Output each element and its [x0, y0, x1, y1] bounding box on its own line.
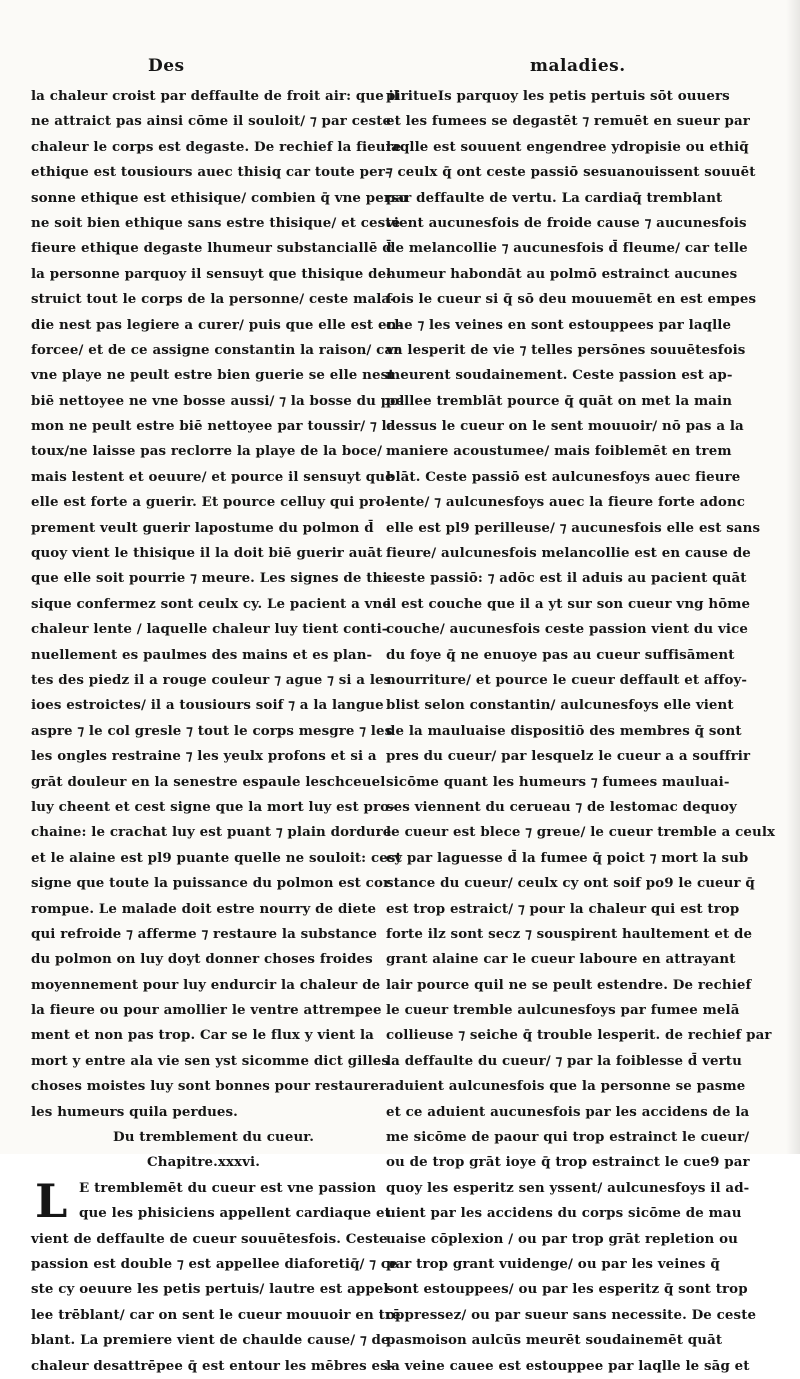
text-line: la personne parquoy il sensuyt que thisique de- — [31, 265, 392, 282]
text-line: du polmon on luy doyt donner choses froides — [31, 951, 373, 968]
text-line: que elle soit pourrie ⁊ meure. Les signes de thi- — [31, 570, 394, 587]
text-line: pasmoison aulcūs meurēt soudainemēt quāt — [386, 1332, 723, 1349]
text-line: mon ne peult estre biē nettoyee par toussir/ ⁊ la — [31, 418, 396, 435]
chapter-number: Chapitre.xxxvi. — [147, 1154, 260, 1171]
text-line: le cueur tremble aulcunesfoys par fumee melā — [386, 1002, 740, 1019]
text-line: chaleur lente / laquelle chaleur luy tient conti- — [31, 621, 388, 638]
text-line: de la mauluaise dispositiō des membres q̄ sont — [386, 722, 742, 739]
text-line: ses viennent du cerueau ⁊ de lestomac dequoy — [386, 798, 737, 815]
text-line: forcee/ et de ce assigne constantin la raison/ car — [31, 341, 401, 358]
text-line: grant alaine car le cueur laboure en attrayant — [386, 951, 736, 968]
text-line: il est couche que il a yt sur son cueur vng hōme — [386, 595, 751, 612]
text-line: blist selon constantin/ aulcunesfoys elle vient — [386, 697, 734, 714]
running-head-left: Des — [148, 56, 185, 76]
text-line: piritueIs parquoy les petis pertuis sōt ouuers — [386, 88, 730, 104]
text-line: de melancollie ⁊ aucunesfois d̄ fleume/ car telle — [386, 240, 748, 257]
text-line: toux/ne laisse pas reclorre la playe de la boce/ — [31, 443, 383, 460]
text-line: vne playe ne peult estre bien guerie se elle nest — [31, 367, 395, 384]
left-column-text-before — [31, 84, 408, 1125]
running-head-right: maladies. — [530, 56, 626, 76]
text-line: fieure/ aulcunesfois melancollie est en cause de — [386, 545, 751, 562]
text-line: collieuse ⁊ seiche q̄ trouble lesperit. de rechief par — [386, 1027, 772, 1044]
text-line: dessus le cueur on le sent mouuoir/ nō pas a la — [386, 418, 744, 435]
text-line: nourriture/ et pource le cueur deffault et affoy- — [386, 671, 748, 688]
text-line: me sicōme de paour qui trop estrainct le cueur/ — [386, 1129, 750, 1146]
text-line: elle est pl9 perilleuse/ ⁊ aucunesfois elle est sans — [386, 519, 761, 536]
text-line: la deffaulte du cueur/ ⁊ par la foiblesse d̄ vertu — [386, 1052, 742, 1069]
text-line: pellee tremblāt pource q̄ quāt on met la main — [386, 392, 733, 409]
text-line: les humeurs quila perdues. — [31, 1103, 238, 1120]
text-line: et le alaine est pl9 puante quelle ne souloit: cest — [31, 849, 402, 866]
page-edge-shadow — [786, 0, 800, 1154]
text-line: tes des piedz il a rouge couleur ⁊ ague ⁊ si a les — [31, 671, 392, 688]
text-line: cy par laguesse d̄ la fumee q̄ poict ⁊ mort la sub — [386, 849, 749, 866]
text-line: ne soit bien ethique sans estre thisique/ et ceste — [31, 214, 401, 231]
text-line: chaine: le crachat luy est puant ⁊ plain dordure — [31, 824, 392, 841]
text-line: grāt douleur en la senestre espaule leschceuel — [31, 773, 386, 790]
right-column — [386, 84, 776, 1379]
text-line: uient par les accidens du corps sicōme de mau — [386, 1205, 742, 1222]
text-line: lee trēblant/ car on sent le cueur mouuoir en trē — [31, 1306, 401, 1323]
text-line: biē nettoyee ne vne bosse aussi/ ⁊ la bosse du pol — [31, 392, 405, 409]
text-line: passion est double ⁊ est appellee diaforetiq̄/ ⁊ ce — [31, 1255, 398, 1272]
text-line: aspre ⁊ le col gresle ⁊ tout le corps mesgre ⁊ les — [31, 722, 393, 739]
text-line: sont estouppees/ ou par les esperitz q̄ sont trop — [386, 1281, 748, 1298]
text-line: ioes estroictes/ il a tousiours soif ⁊ a la langue — [31, 697, 384, 714]
text-line: fois le cueur si q̄ sō deu mouuemēt en est empes — [386, 291, 757, 308]
drop-capital: L — [35, 1173, 68, 1228]
text-line: mais lestent et oeuure/ et pource il sensuyt que — [31, 468, 394, 485]
text-line: lente/ ⁊ aulcunesfoys auec la fieure forte adonc — [386, 494, 746, 511]
text-line: et ce aduient aucunesfois par les accidens de la — [386, 1103, 750, 1120]
text-line: die nest pas legiere a curer/ puis que elle est en- — [31, 316, 403, 333]
text-line: laqlle est souuent engendree ydropisie ou ethiq̄ — [386, 138, 749, 155]
text-line: fieure ethique degaste lhumeur substanciallē d̄ — [31, 240, 392, 257]
text-line: chaleur le corps est degaste. De rechief la fieure — [31, 138, 402, 155]
chapter-title: Du tremblement du cueur. — [113, 1129, 314, 1146]
text-line: ⁊ ceulx q̄ ont ceste passiō sesuanouissent souuēt — [386, 164, 756, 181]
text-line: rompue. Le malade doit estre nourry de diete — [31, 900, 377, 917]
text-line: moyennement pour luy endurcir la chaleur de — [31, 976, 381, 993]
text-line: que les phisiciens appellent cardiaque et — [79, 1205, 391, 1222]
text-line: forte ilz sont secz ⁊ souspirent haultement et de — [386, 925, 753, 942]
text-line: couche/ aucunesfois ceste passion vient du vice — [386, 621, 748, 638]
left-column-text-after — [31, 1173, 401, 1379]
text-line: la fieure ou pour amollier le ventre attrempee — [31, 1002, 382, 1019]
right-column-text — [386, 84, 776, 1379]
text-line: struict tout le corps de la personne/ ceste mala- — [31, 291, 396, 308]
text-line: sique confermez sont ceulx cy. Le pacient a vne — [31, 595, 391, 612]
left-column — [31, 84, 408, 1379]
text-line: ment et non pas trop. Car se le flux y vient la — [31, 1027, 374, 1044]
text-line: blant. La premiere vient de chaulde cause/ ⁊ de — [31, 1332, 390, 1349]
text-line: ceste passiō: ⁊ adōc est il aduis au pacient quāt — [386, 570, 747, 587]
text-line: sicōme quant les humeurs ⁊ fumees mauluai- — [386, 773, 730, 790]
text-line: vient de deffaulte de cueur souuētesfois. Ceste — [31, 1230, 388, 1247]
text-line: le cueur est blece ⁊ greue/ le cueur tremble a ceulx — [386, 824, 776, 841]
text-line: oppressez/ ou par sueur sans necessite. De ceste — [386, 1306, 757, 1323]
text-line: est trop estraict/ ⁊ pour la chaleur qui est trop — [386, 900, 740, 917]
text-line: par trop grant vuidenge/ ou par les veines q̄ — [386, 1255, 720, 1272]
text-line: les ongles restraine ⁊ les yeulx profons et si a — [31, 748, 377, 765]
text-line: quoy vient le thisique il la doit biē guerir auāt — [31, 545, 383, 562]
text-line: la chaleur croist par deffaulte de froit air: que il — [31, 88, 399, 104]
text-line: prement veult guerir lapostume du polmon d̄ — [31, 519, 374, 536]
text-line: ethique est tousiours auec thisiq car toute per- — [31, 164, 391, 181]
text-line: maniere acoustumee/ mais foiblemēt en trem — [386, 443, 732, 460]
text-line: pres du cueur/ par lesquelz le cueur a a souffrir — [386, 748, 751, 765]
text-line: signe que toute la puissance du polmon est cor — [31, 875, 391, 892]
text-line: ne attraict pas ainsi cōme il souloit/ ⁊ par ceste — [31, 113, 392, 130]
text-line: ou de trop grāt ioye q̄ trop estrainct le cue9 par — [386, 1154, 750, 1171]
text-line: chaleur desattrēpee q̄ est entour les mēbres es- — [31, 1357, 394, 1374]
text-line: blāt. Ceste passiō est aulcunesfoys auec fieure — [386, 468, 741, 485]
text-line: elle est forte a guerir. Et pource celluy qui pro- — [31, 494, 391, 511]
text-line: nuellement es paulmes des mains et es plan- — [31, 646, 373, 663]
text-line: stance du cueur/ ceulx cy ont soif po9 le cueur q̄ — [386, 875, 755, 892]
text-line: mort y entre ala vie sen yst sicomme dict gilles — [31, 1052, 390, 1069]
text-line: humeur habondāt au polmō estrainct aucunes — [386, 265, 738, 282]
text-line: va lesperit de vie ⁊ telles persōnes souuētesfois — [386, 341, 746, 358]
text-line: et les fumees se degastēt ⁊ remuēt en sueur par — [386, 113, 750, 130]
text-line: E tremblemēt du cueur est vne passion — [79, 1179, 377, 1196]
text-line: aduient aulcunesfois que la personne se pasme — [386, 1078, 746, 1095]
text-line: vient aucunesfois de froide cause ⁊ aucunesfois — [386, 214, 747, 231]
text-line: du foye q̄ ne enuoye pas au cueur suffisāment — [386, 646, 735, 663]
text-line: choses moistes luy sont bonnes pour restaurer — [31, 1078, 387, 1095]
text-line: ste cy oeuure les petis pertuis/ lautre est appel- — [31, 1281, 395, 1298]
text-line: par deffaulte de vertu. La cardiaq̄ tremblant — [386, 189, 723, 206]
text-line: che ⁊ les veines en sont estouppees par laqlle — [386, 316, 732, 333]
text-line: quoy les esperitz sen yssent/ aulcunesfoys il ad- — [386, 1179, 750, 1196]
text-line: la veine cauee est estouppee par laqlle le sāg et — [386, 1357, 750, 1374]
text-line: luy cheent et cest signe que la mort luy est pro- — [31, 798, 395, 815]
text-line: meurent soudainement. Ceste passion est ap- — [386, 367, 733, 384]
chapter-opening — [31, 1173, 401, 1379]
text-line: qui refroide ⁊ afferme ⁊ restaure la substance — [31, 925, 377, 942]
text-line: sonne ethique est ethisique/ combien q̄ vne perso — [31, 189, 408, 206]
text-line: lair pource quil ne se peult estendre. De rechief — [386, 976, 752, 993]
text-line: uaise cōplexion / ou par trop grāt repletion ou — [386, 1230, 738, 1247]
